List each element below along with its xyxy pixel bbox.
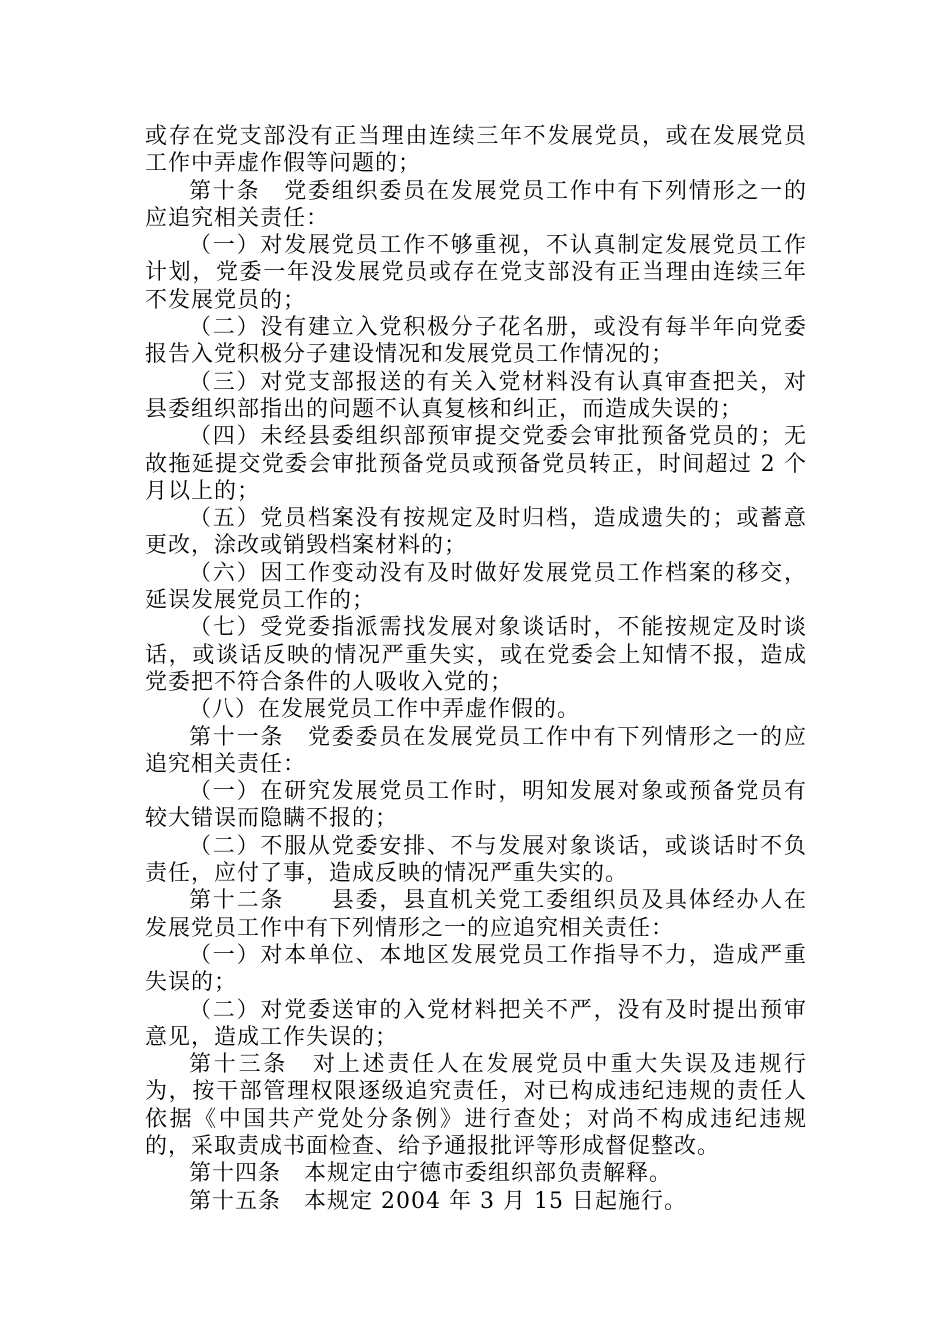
article-12-item-2: （二）对党委送审的入党材料把关不严，没有及时提出预审意见，造成工作失误的； [145, 997, 807, 1050]
article-10-item-8: （八）在发展党员工作中弄虚作假的。 [189, 697, 581, 723]
article-10-item-5: （五）党员档案没有按规定及时归档，造成遗失的；或蓄意更改，涂改或销毁档案材料的； [145, 506, 807, 559]
article-12-heading: 第十二条 县委，县直机关党工委组织员及具体经办人在发展党员工作中有下列情形之一的应追究相关责任： [145, 888, 807, 941]
article-15: 第十五条 本规定 2004 年 3 月 15 日起施行。 [189, 1188, 687, 1214]
article-12-item-1: （一）对本单位、本地区发展党员工作指导不力，造成严重失误的； [145, 942, 807, 996]
document-body [145, 123, 807, 1215]
article-13: 第十三条 对上述责任人在发展党员中重大失误及违规行为，按干部管理权限逐级追究责任，对已构成违纪违规的责任人依据《中国共产党处分条例》进行查处；对尚不构成违纪违规的，采取责成书面检查、给予通报批评等形成督促整改。 [145, 1052, 807, 1159]
article-10-item-4: （四）未经县委组织部预审提交党委会审批预备党员的；无故拖延提交党委会审批预备党员或预备党员转正，时间超过 2 个月以上的； [145, 424, 807, 504]
article-11-item-1: （一）在研究发展党员工作时，明知发展对象或预备党员有较大错误而隐瞒不报的； [145, 779, 807, 832]
article-10-item-3: （三）对党支部报送的有关入党材料没有认真审查把关，对县委组织部指出的问题不认真复核和纠正，而造成失误的； [145, 369, 807, 422]
article-10-item-1: （一）对发展党员工作不够重视，不认真制定发展党员工作计划，党委一年没发展党员或存在党支部没有正当理由连续三年不发展党员的； [145, 233, 807, 313]
article-11-heading: 第十一条 党委委员在发展党员工作中有下列情形之一的应追究相关责任： [145, 724, 807, 777]
article-10-heading: 第十条 党委组织委员在发展党员工作中有下列情形之一的应追究相关责任： [145, 178, 807, 231]
paragraph: 或存在党支部没有正当理由连续三年不发展党员，或在发展党员工作中弄虚作假等问题的； [145, 124, 807, 177]
article-11-item-2: （二）不服从党委安排、不与发展对象谈话，或谈话时不负责任，应付了事，造成反映的情况严重失实的。 [145, 833, 807, 887]
article-10-item-7: （七）受党委指派需找发展对象谈话时，不能按规定及时谈话，或谈话反映的情况严重失实，或在党委会上知情不报，造成党委把不符合条件的人吸收入党的； [145, 615, 807, 695]
article-14: 第十四条 本规定由宁德市委组织部负责解释。 [189, 1161, 673, 1187]
article-10-item-6: （六）因工作变动没有及时做好发展党员工作档案的移交，延误发展党员工作的； [145, 560, 807, 614]
article-10-item-2: （二）没有建立入党积极分子花名册，或没有每半年向党委报告入党积极分子建设情况和发展党员工作情况的； [145, 315, 807, 368]
